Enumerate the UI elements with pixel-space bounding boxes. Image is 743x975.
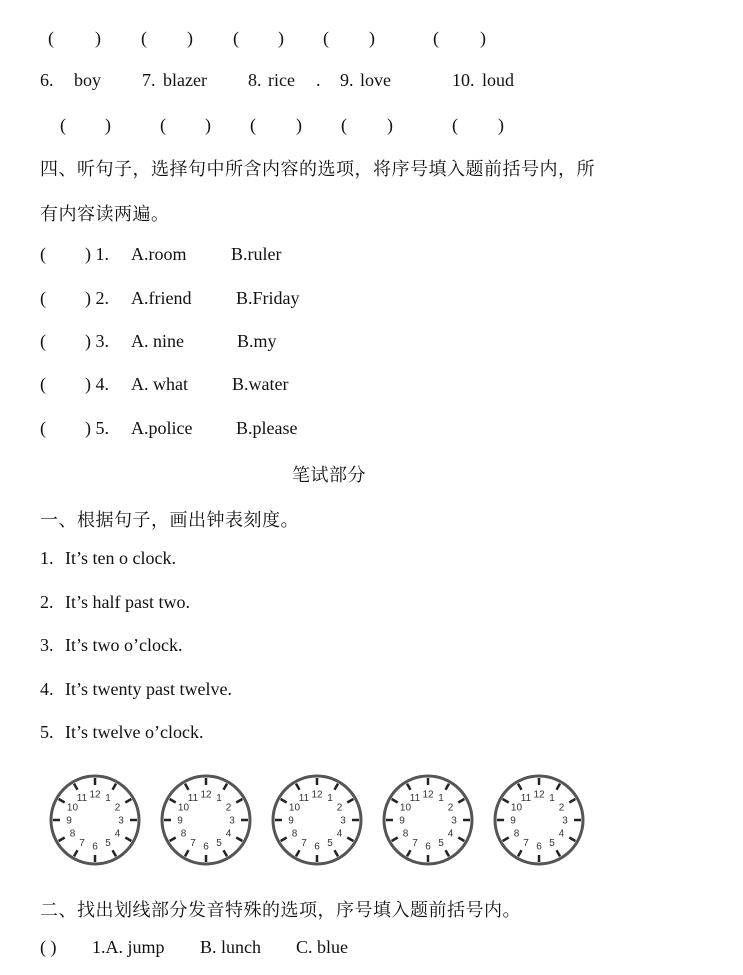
bracket-open: (: [323, 28, 329, 48]
clock-number: 12: [533, 789, 545, 801]
bracket-open: (: [341, 115, 347, 135]
sentence-number: 5.: [40, 722, 54, 742]
clock-number: 4: [336, 828, 343, 840]
clock-number: 1: [327, 792, 333, 804]
bracket-open: (: [40, 244, 46, 264]
bracket-open: (: [40, 331, 46, 351]
word-number: 9.: [340, 70, 354, 90]
bracket-close: ): [105, 115, 111, 135]
clock-number: 11: [298, 792, 310, 804]
clock-number: 10: [288, 802, 301, 814]
clock-number: 11: [187, 792, 199, 804]
written-part-heading: 笔试部分: [292, 465, 366, 485]
clock-number: 3: [229, 815, 235, 827]
written-part-2-title: 二、找出划线部分发音特殊的选项，序号填入题前括号内。: [40, 900, 521, 920]
sentence-text: It’s twenty past twelve.: [65, 679, 232, 699]
section-4-title-line-2: 有内容读两遍。: [40, 204, 170, 224]
word-number: 10.: [452, 70, 475, 90]
question-number: ) 2.: [85, 288, 109, 308]
bracket-close: ): [187, 28, 193, 48]
question-number: ) 5.: [85, 418, 109, 438]
bracket-open: (: [233, 28, 239, 48]
word: blazer: [163, 70, 207, 90]
bracket-open: (: [141, 28, 147, 48]
option-b: B.my: [237, 331, 277, 351]
clock-number: 3: [451, 815, 457, 827]
clock-number: 3: [340, 815, 346, 827]
sentence-text: It’s ten o clock.: [65, 548, 176, 568]
written-part-1-title: 一、根据句子，画出钟表刻度。: [40, 510, 299, 530]
bracket-close: ): [296, 115, 302, 135]
clock-number: 6: [314, 841, 320, 853]
clock-number: 9: [288, 815, 294, 827]
clock-number: 1: [216, 792, 222, 804]
answer-bracket: ( ): [40, 937, 57, 957]
question-number: ) 1.: [85, 244, 109, 264]
clock-number: 7: [412, 838, 418, 850]
bracket-close: ): [95, 28, 101, 48]
clock-number: 6: [536, 841, 542, 853]
sentence-number: 1.: [40, 548, 54, 568]
clock-number: 5: [105, 838, 111, 850]
clock-number: 2: [114, 802, 121, 814]
clock-number: 11: [409, 792, 421, 804]
bracket-open: (: [60, 115, 66, 135]
clock-number: 11: [520, 792, 532, 804]
clock-number: 3: [118, 815, 124, 827]
question-number: ) 3.: [85, 331, 109, 351]
bracket-close: ): [205, 115, 211, 135]
clock-number: 1: [438, 792, 444, 804]
clock-face-1[interactable]: [48, 773, 142, 867]
word: love: [360, 70, 391, 90]
clock-number: 9: [177, 815, 183, 827]
word-number: 6.: [40, 70, 54, 90]
clock-number: 10: [177, 802, 190, 814]
option-a: A.police: [131, 418, 193, 438]
clock-number: 6: [203, 841, 209, 853]
clock-number: 5: [549, 838, 555, 850]
clock-number: 4: [114, 828, 121, 840]
option-b: B.ruler: [231, 244, 282, 264]
bracket-open: (: [40, 374, 46, 394]
option-a: A.friend: [131, 288, 192, 308]
clock-number: 1: [105, 792, 111, 804]
option-c: C. blue: [296, 937, 348, 957]
clock-number: 8: [291, 828, 298, 840]
stray-dot: .: [316, 70, 321, 90]
clock-number: 3: [562, 815, 568, 827]
clock-number: 5: [216, 838, 222, 850]
clock-number: 2: [558, 802, 565, 814]
clock-number: 4: [447, 828, 454, 840]
clock-face-4[interactable]: [381, 773, 475, 867]
clock-number: 2: [447, 802, 454, 814]
bracket-close: ): [278, 28, 284, 48]
bracket-open: (: [48, 28, 54, 48]
sentence-text: It’s half past two.: [65, 592, 190, 612]
clock-number: 12: [89, 789, 101, 801]
clock-number: 8: [69, 828, 76, 840]
clock-number: 9: [399, 815, 405, 827]
clock-number: 12: [422, 789, 434, 801]
clock-number: 10: [66, 802, 79, 814]
option-b: B. lunch: [200, 937, 261, 957]
clock-number: 6: [92, 841, 98, 853]
clock-number: 10: [510, 802, 523, 814]
clock-number: 9: [510, 815, 516, 827]
clock-face-2[interactable]: [159, 773, 253, 867]
bracket-open: (: [433, 28, 439, 48]
sentence-number: 3.: [40, 635, 54, 655]
bracket-open: (: [40, 418, 46, 438]
bracket-open: (: [40, 288, 46, 308]
clock-number: 11: [76, 792, 88, 804]
option-a: A.room: [131, 244, 187, 264]
option-b: B.please: [236, 418, 298, 438]
question-number: 1.A. jump: [92, 937, 165, 957]
clock-number: 1: [549, 792, 555, 804]
bracket-open: (: [160, 115, 166, 135]
option-a: A. nine: [131, 331, 184, 351]
clock-number: 5: [438, 838, 444, 850]
bracket-open: (: [250, 115, 256, 135]
clock-number: 7: [79, 838, 85, 850]
bracket-close: ): [387, 115, 393, 135]
clock-number: 2: [336, 802, 343, 814]
clock-number: 7: [190, 838, 196, 850]
option-b: B.water: [232, 374, 289, 394]
clock-number: 7: [523, 838, 529, 850]
clock-number: 6: [425, 841, 431, 853]
clock-number: 12: [311, 789, 323, 801]
question-number: ) 4.: [85, 374, 109, 394]
clock-number: 10: [399, 802, 412, 814]
option-a: A. what: [131, 374, 188, 394]
sentence-text: It’s two o’clock.: [65, 635, 183, 655]
bracket-close: ): [369, 28, 375, 48]
bracket-close: ): [498, 115, 504, 135]
sentence-text: It’s twelve o’clock.: [65, 722, 204, 742]
word-number: 8.: [248, 70, 262, 90]
clock-number: 8: [402, 828, 409, 840]
clock-number: 4: [225, 828, 232, 840]
option-b: B.Friday: [236, 288, 300, 308]
bracket-close: ): [480, 28, 486, 48]
clock-number: 7: [301, 838, 307, 850]
sentence-number: 2.: [40, 592, 54, 612]
clock-number: 4: [558, 828, 565, 840]
word: loud: [482, 70, 515, 90]
clock-number: 2: [225, 802, 232, 814]
clock-number: 8: [513, 828, 520, 840]
word-number: 7.: [142, 70, 156, 90]
clock-number: 8: [180, 828, 187, 840]
clock-number: 5: [327, 838, 333, 850]
clock-face-5[interactable]: [492, 773, 586, 867]
clock-number: 12: [200, 789, 212, 801]
word: rice: [268, 70, 295, 90]
word: boy: [74, 70, 101, 90]
section-4-title-line-1: 四、听句子，选择句中所含内容的选项，将序号填入题前括号内，所: [40, 159, 595, 179]
clock-number: 9: [66, 815, 72, 827]
clock-face-3[interactable]: [270, 773, 364, 867]
bracket-open: (: [452, 115, 458, 135]
sentence-number: 4.: [40, 679, 54, 699]
